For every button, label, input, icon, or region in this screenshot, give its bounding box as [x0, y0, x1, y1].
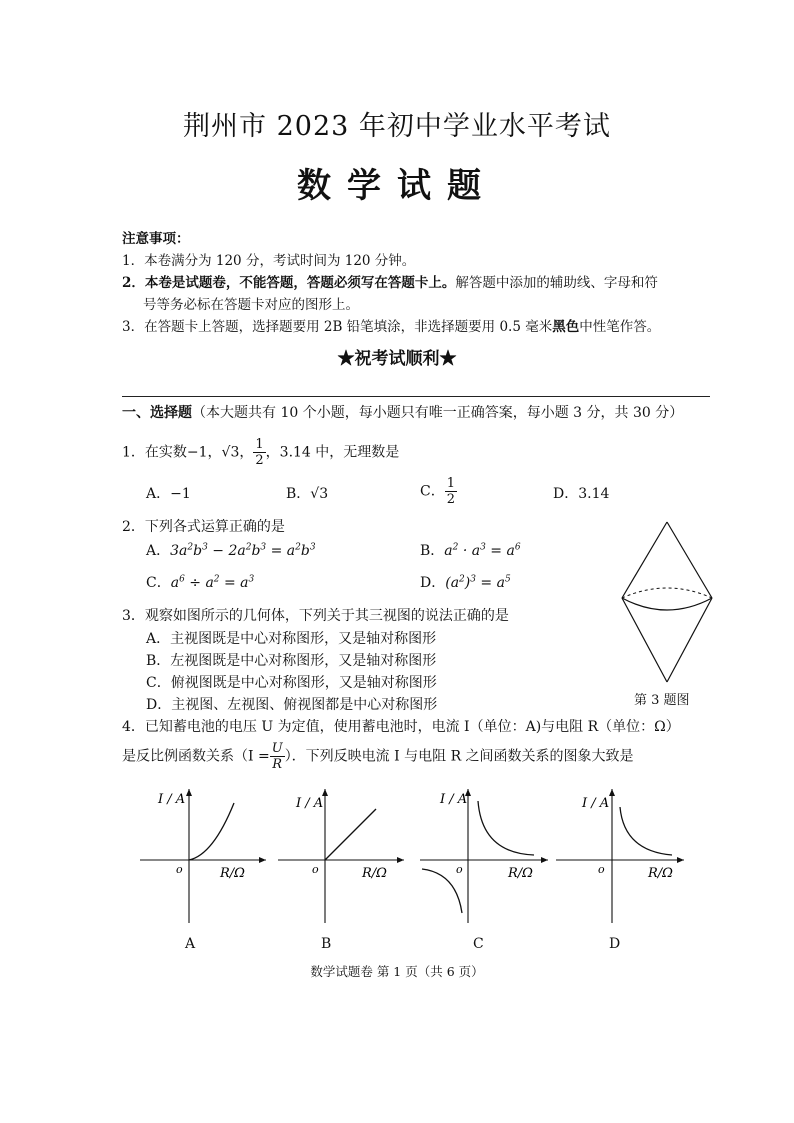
q2-option-d: D．$(a^2)^3 = a^5$ — [420, 574, 511, 591]
note-item-3-bold: 黑色 — [552, 319, 580, 335]
graph-a-origin: o — [176, 863, 183, 876]
q1-option-c-label: C． — [420, 483, 445, 500]
q2-option-b: B．$a^2 \cdot a^3 = a^6$ — [420, 542, 521, 559]
good-luck-banner: ★祝考试顺利★ — [337, 349, 457, 369]
q4-frac-num: U — [271, 741, 283, 756]
q1-option-c-den: 2 — [446, 492, 455, 507]
exam-subtitle: 数学试题 — [297, 166, 497, 206]
graph-d-label: D — [609, 936, 621, 952]
q1-option-c-fraction — [445, 476, 457, 507]
section-heading — [122, 402, 683, 422]
q4-line2 — [122, 741, 634, 772]
q3-figure-caption: 第 3 题图 — [634, 693, 690, 708]
note-item-2-bold: 2．本卷是试题卷，不能答题，答题必须写在答题卡上。 — [122, 275, 456, 291]
q1-option-c — [420, 476, 457, 507]
q2-option-c-label: C． — [146, 575, 171, 591]
q4-line2-b: ）．下列反映电流 I 与电阻 R 之间函数关系的图象大致是 — [284, 748, 634, 765]
note-item-2-cont: 号等务必标在答题卡对应的图形上。 — [143, 297, 359, 313]
graph-b-x-label: R/Ω — [362, 866, 387, 881]
section-desc: （本大题共有 10 个小题，每小题只有唯一正确答案，每小题 3 分，共 30 分） — [192, 405, 684, 421]
q4-line2-a: 是反比例函数关系（I = — [122, 748, 270, 765]
q1-option-b — [286, 483, 328, 503]
graph-b-origin: o — [312, 863, 319, 876]
q1-suffix: ，3.14 中，无理数是 — [265, 444, 400, 461]
graph-b-label: B — [321, 936, 332, 952]
graph-d — [554, 785, 686, 925]
q2-option-b-label: B． — [420, 543, 445, 559]
q3-option-d: D．主视图、左视图、俯视图都是中心对称图形 — [146, 697, 438, 713]
q1-sqrt3: √3 — [221, 444, 240, 461]
q3-option-a: A．主视图既是中心对称图形，又是轴对称图形 — [146, 631, 437, 647]
q4-fraction — [270, 741, 285, 772]
q1-fraction — [253, 437, 265, 468]
notes-heading: 注意事项： — [122, 231, 190, 247]
graph-c — [418, 785, 550, 925]
note-item-3-b: 中性笔作答。 — [579, 319, 661, 335]
note-item-1: 1．本卷满分为 120 分，考试时间为 120 分钟。 — [122, 253, 416, 269]
graph-c-y-label: I / A — [440, 792, 468, 807]
note-item-3-a: 3．在答题卡上答题，选择题要用 2B 铅笔填涂，非选择题要用 0.5 毫米 — [122, 319, 553, 335]
q3-option-b: B．左视图既是中心对称图形，又是轴对称图形 — [146, 653, 437, 669]
graph-a-x-label: R/Ω — [220, 866, 245, 881]
graph-d-origin: o — [598, 863, 605, 876]
q4-line1: 4．已知蓄电池的电压 U 为定值，使用蓄电池时，电流 I（单位：A)与电阻 R（单位：Ω） — [122, 719, 680, 735]
q4-frac-den: R — [272, 757, 283, 772]
divider-line — [122, 396, 710, 397]
q1-option-a: A．−1 — [146, 486, 191, 502]
q1-option-b-value: √3 — [310, 486, 329, 502]
graph-a-label: A — [185, 936, 196, 952]
q1-frac-num: 1 — [255, 437, 264, 452]
q3-option-c: C．俯视图既是中心对称图形，又是轴对称图形 — [146, 675, 437, 691]
graph-a-y-label: I / A — [158, 792, 186, 807]
q1-sep: ， — [239, 444, 254, 461]
q2-option-c: C．$a^6 \div a^2 = a^3$ — [146, 574, 255, 591]
note-item-2-rest: 解答题中添加的辅助线、字母和符 — [455, 275, 658, 291]
q1-option-d: D．3.14 — [553, 486, 610, 502]
graph-c-x-label: R/Ω — [508, 866, 533, 881]
q1-stem — [122, 437, 399, 468]
section-label: 一、选择题 — [122, 405, 192, 421]
q2-option-d-label: D． — [420, 575, 446, 591]
q2-option-a: A．$3a^2b^3 - 2a^2b^3 = a^2b^3$ — [146, 542, 316, 559]
note-item-3 — [122, 316, 660, 338]
graph-d-y-label: I / A — [582, 796, 610, 811]
graph-d-x-label: R/Ω — [648, 866, 673, 881]
cone-figure — [612, 520, 722, 690]
page-footer: 数学试题卷 第 1 页（共 6 页） — [310, 964, 484, 979]
q2-stem: 2．下列各式运算正确的是 — [122, 519, 285, 535]
graph-b-y-label: I / A — [296, 796, 324, 811]
graph-c-label: C — [473, 936, 484, 952]
graph-c-origin: o — [456, 863, 463, 876]
exam-title: 荆州市 2023 年初中学业水平考试 — [183, 111, 611, 142]
graph-b — [276, 785, 406, 925]
q1-option-c-num: 1 — [446, 476, 455, 491]
graph-a — [138, 785, 268, 925]
q1-frac-den: 2 — [255, 453, 264, 468]
q1-option-b-label: B． — [286, 486, 311, 502]
q2-option-a-label: A． — [146, 543, 171, 559]
q1-prefix: 1．在实数−1， — [122, 444, 222, 461]
q3-stem: 3．观察如图所示的几何体，下列关于其三视图的说法正确的是 — [122, 608, 509, 624]
note-item-2 — [122, 272, 660, 294]
notes-block — [122, 228, 660, 338]
